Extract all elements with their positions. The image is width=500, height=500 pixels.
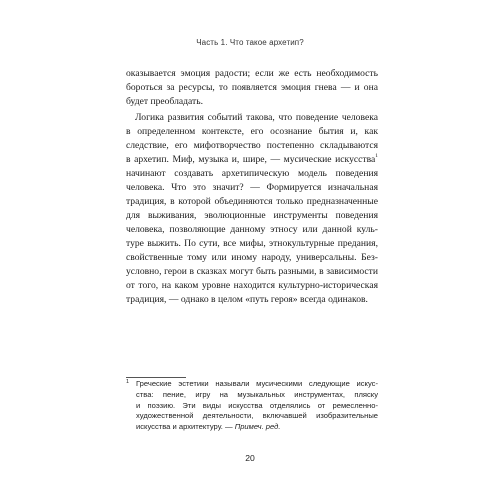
text-line: свойственные тому или иному народу, универсальны. Без- (126, 252, 378, 263)
footnote-line: ства: пение, игру на музыкальных инструментах, пляску (136, 389, 378, 399)
text-line: начинают создавать архетипическую модель поведения (126, 168, 378, 179)
footnote (126, 379, 378, 433)
text-line: традиция, — однако в целом «путь героя» всегда одинаков. (126, 294, 368, 305)
text-line: туре выжить. По сути, все мифы, этнокультурные предания, (126, 238, 378, 249)
text-line: оказывается эмоция радости; если же есть необходимость (126, 68, 378, 79)
footnote-body (126, 379, 378, 433)
editor-note: Примеч. ред. (234, 422, 281, 432)
running-head: Часть 1. Что такое архетип? (196, 38, 304, 47)
text-line-content: в архетип. Миф, музыка и, шире, — мусические искусства (126, 154, 376, 165)
footnote-marker: 1 (126, 379, 130, 385)
text-line: человека. Что это значит? — Формируется изначальная (126, 182, 378, 193)
paragraph-1 (126, 67, 378, 109)
page-number: 20 (245, 453, 255, 463)
text-line: условно, герои в сказках могут быть разными, в зависимости (126, 266, 378, 277)
footnote-line: и поэзию. Эти виды искусства отделялись от ремесленно- (136, 400, 378, 410)
text-line: Логика развития событий такова, что поведение человека (135, 112, 378, 123)
text-line: бороться за ресурсы, то появляется эмоция гнева — и она (126, 82, 378, 93)
footnote-line-last (136, 422, 378, 433)
text-line: будет преобладать. (126, 96, 203, 107)
paragraph-2 (126, 111, 378, 307)
text-line: для выживания, эволюционные инструменты поведения (126, 210, 378, 221)
footnote-reference[interactable]: 1 (375, 153, 378, 159)
text-line: следствие, его мифотворчество постепенно складываются (126, 140, 378, 151)
footnote-divider (126, 377, 186, 378)
text-line: от того, на каком уровне находится культурно-историческая (126, 280, 378, 291)
text-line: человека, позволяющие данному этносу или данной куль- (126, 224, 378, 235)
footnote-line: художественной деятельности, включавшей изобразительные (136, 411, 378, 421)
footnote-line: Греческие эстетики называли мусическими следующие искус- (136, 379, 378, 388)
text-line-with-footnote (126, 153, 378, 167)
text-line: в определенном контексте, его осознание бытия и, как (126, 126, 378, 137)
text-line: традиция, в которой объединяются только предназначенные (126, 196, 378, 207)
footnote-line-text: искусства и архитектуру. — (136, 422, 233, 432)
